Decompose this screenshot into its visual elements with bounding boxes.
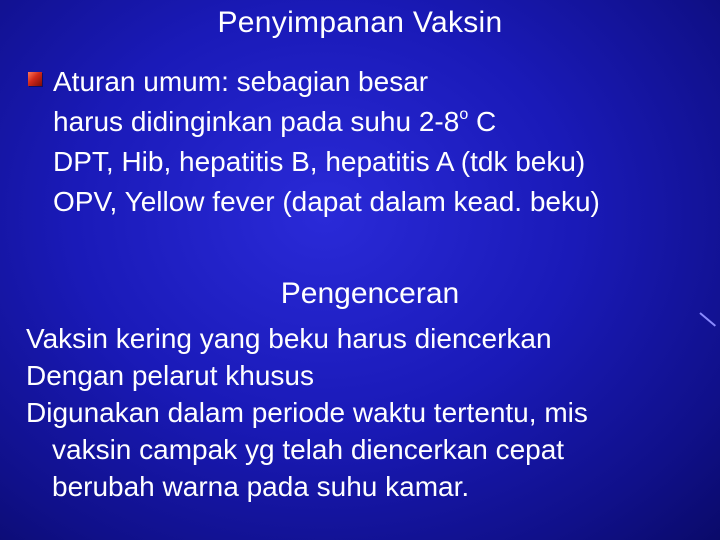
text-line: berubah warna pada suhu kamar.	[52, 471, 470, 502]
text-line: Digunakan dalam periode waktu tertentu, mis	[26, 397, 588, 428]
bullet-item	[28, 62, 708, 222]
text-block	[26, 320, 706, 505]
bullet-line-text: harus didinginkan pada suhu 2-8	[53, 106, 460, 137]
bullet-line: OPV, Yellow fever (dapat dalam kead. beku)	[53, 186, 600, 217]
slide-title: Penyimpanan Vaksin	[217, 6, 503, 39]
degree-superscript: o	[459, 106, 469, 123]
bullet-line	[53, 102, 708, 142]
bullet-line: DPT, Hib, hepatitis B, hepatitis A (tdk beku)	[53, 146, 586, 177]
bullet-line-unit: C	[468, 106, 497, 137]
section-heading: Pengenceran	[280, 277, 460, 310]
square-bullet-icon	[28, 72, 42, 86]
text-line: Vaksin kering yang beku harus diencerkan	[26, 323, 552, 354]
text-line: vaksin campak yg telah diencerkan cepat	[52, 434, 565, 465]
bullet-line: Aturan umum: sebagian besar	[53, 66, 429, 97]
text-line: Dengan pelarut khusus	[26, 360, 314, 391]
bullet-text	[53, 62, 708, 222]
